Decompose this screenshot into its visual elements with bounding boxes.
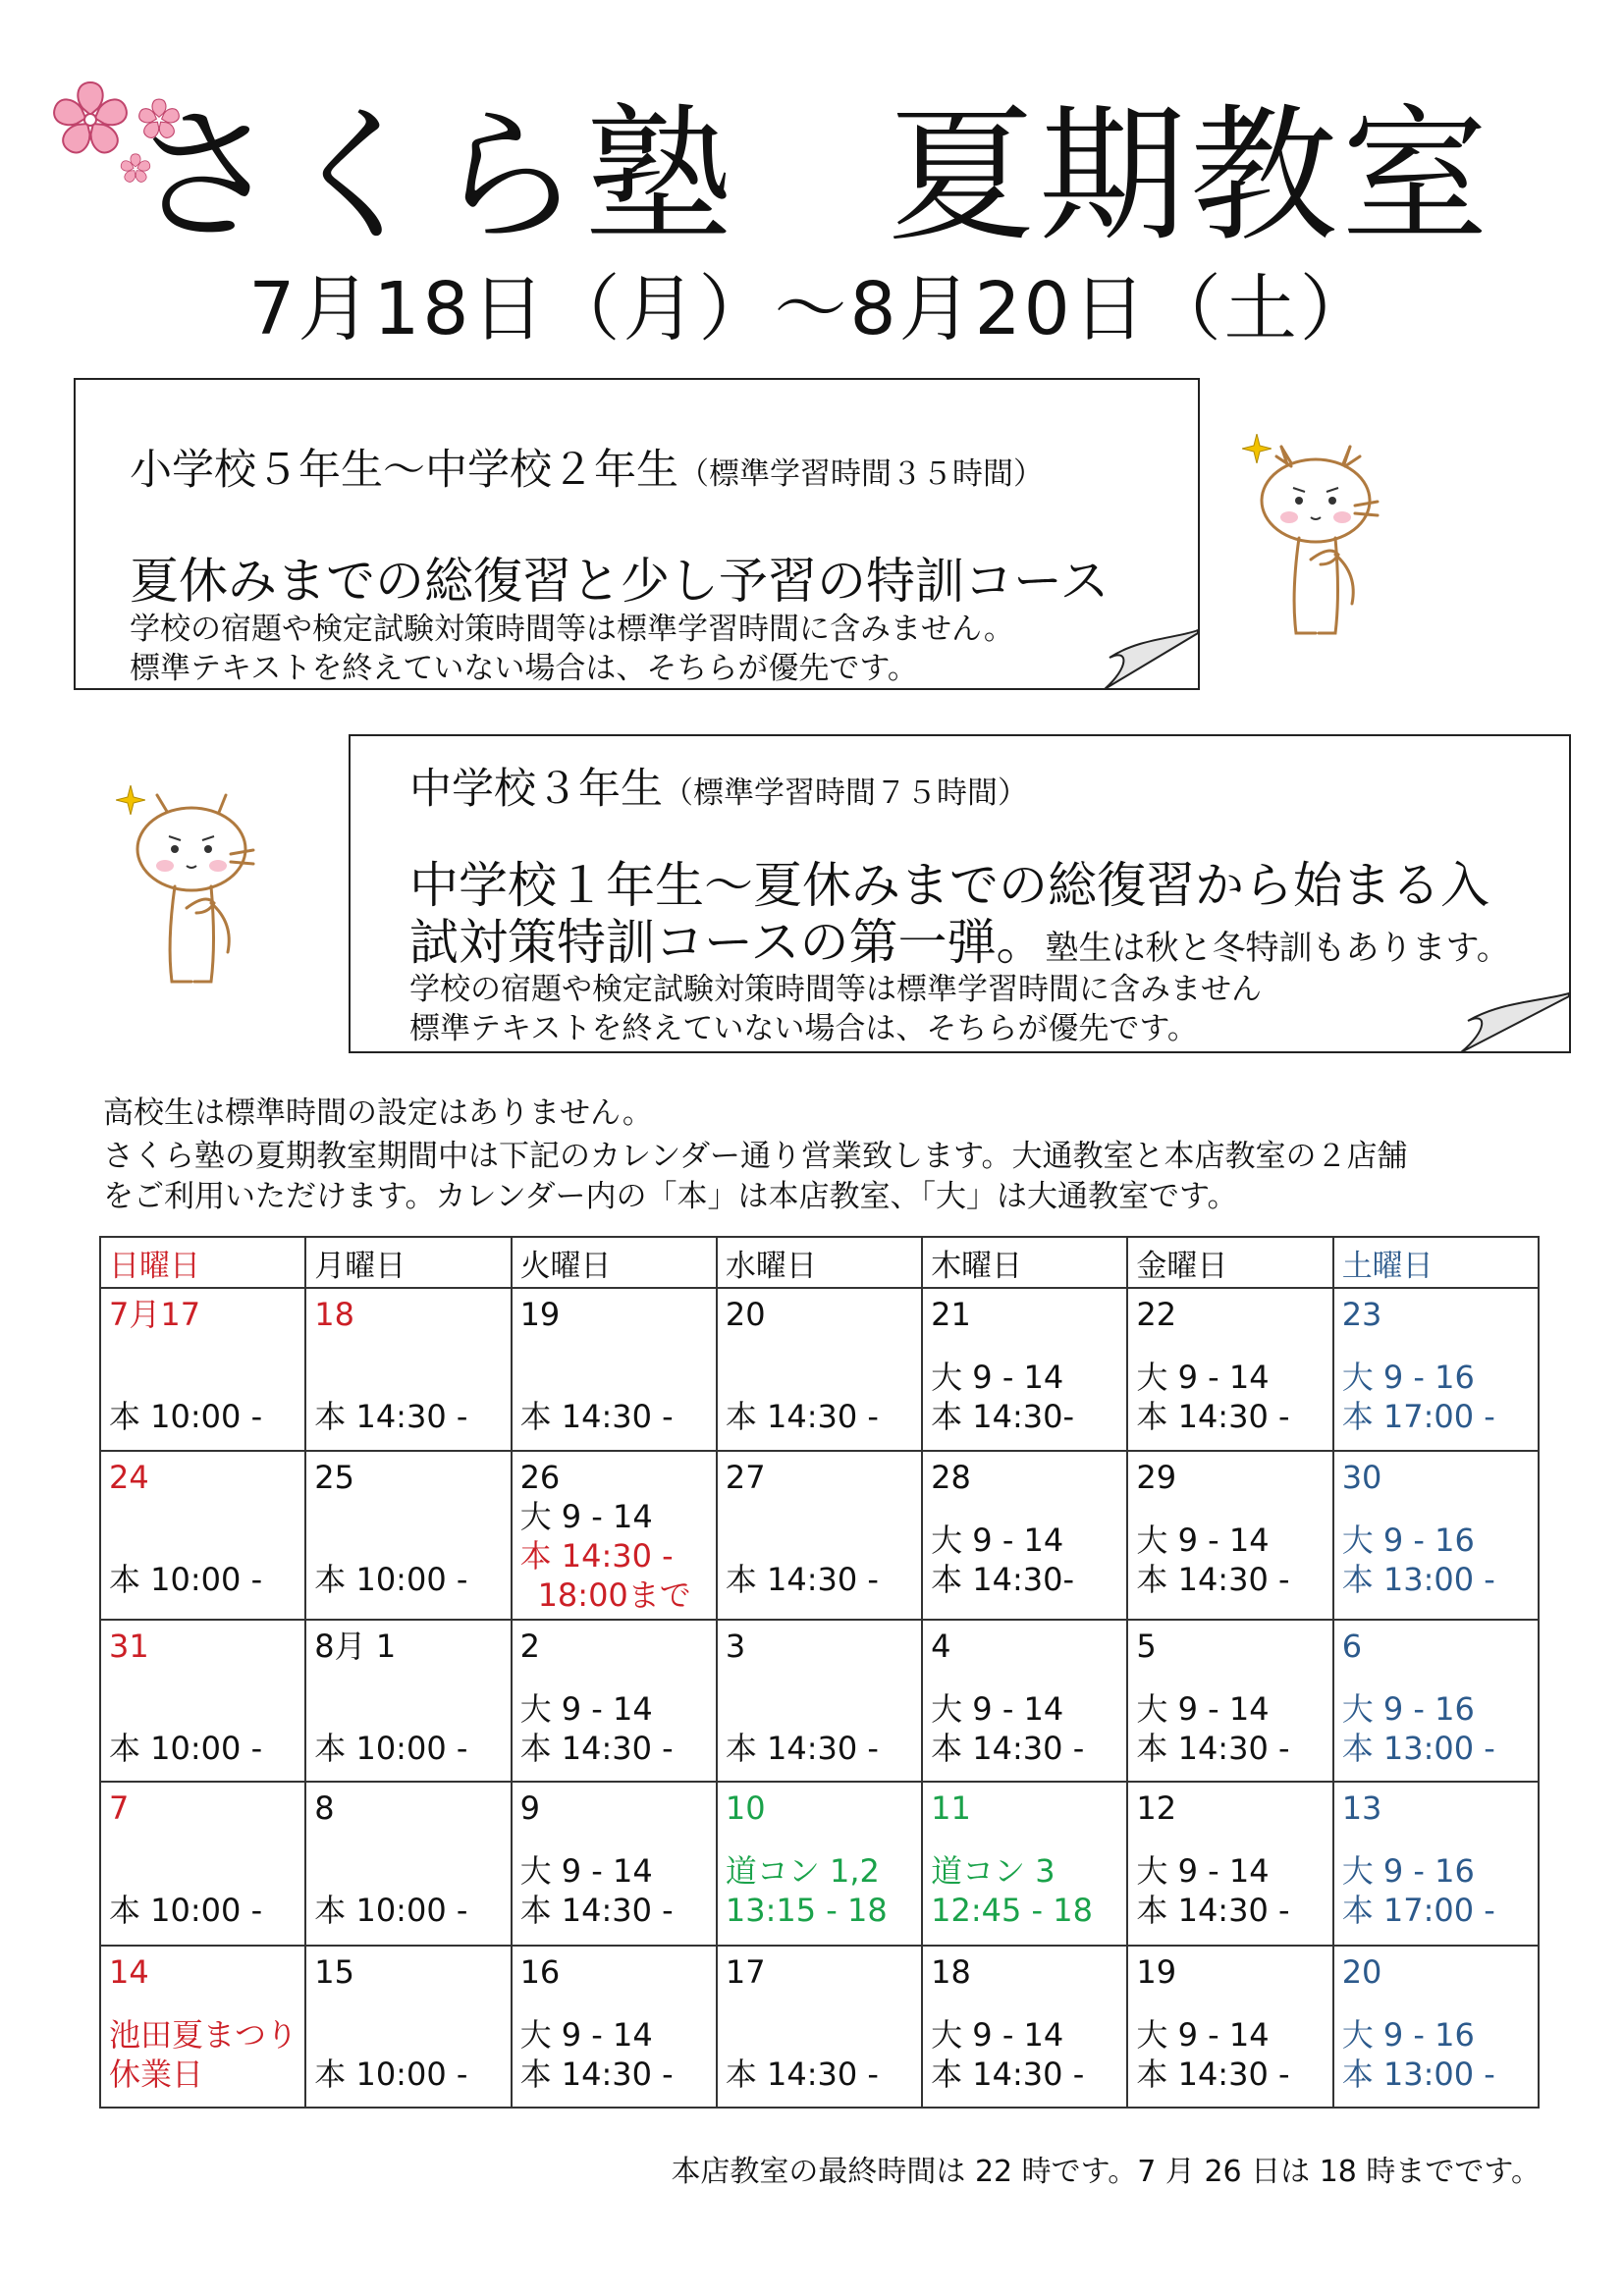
day-number: 3 <box>725 1628 746 1665</box>
calendar-day-cell <box>922 1946 1127 2108</box>
calendar-day-content <box>109 1289 297 1450</box>
calendar-week-row <box>100 1451 1539 1620</box>
footer-note: 本店教室の最終時間は 22 時です。7 月 26 日は 18 時までです。 <box>671 2155 1541 2189</box>
schedule-line-2: 本 10:00 - <box>109 1561 263 1598</box>
schedule-line-1: 大 9 - 14 <box>931 2016 1064 2054</box>
calendar-day-content <box>520 1289 708 1450</box>
schedule-line-2: 本 14:30 - <box>725 1561 879 1598</box>
schedule-odori: 大 9 - 14 <box>519 1498 653 1535</box>
day-number: 14 <box>109 1953 149 1991</box>
day-number: 20 <box>725 1296 766 1333</box>
schedule-line-2: 本 10:00 - <box>314 1892 468 1929</box>
calendar-day-content <box>931 1947 1118 2107</box>
calendar-day-cell <box>305 1946 511 2108</box>
calendar-day-content <box>1342 1621 1530 1781</box>
calendar-day-content <box>1136 1452 1324 1619</box>
header-tuesday: 火曜日 <box>512 1237 717 1288</box>
schedule-line-2: 本 14:30 - <box>725 2056 879 2093</box>
header-sunday: 日曜日 <box>100 1237 305 1288</box>
day-number: 27 <box>725 1459 766 1496</box>
info-line-1: 高校生は標準時間の設定はありません。 <box>103 1095 653 1131</box>
note1-heading-text: 小学校５年生～中学校２年生 <box>130 446 678 495</box>
day-number: 16 <box>519 1953 561 1991</box>
day-number: 5 <box>1136 1628 1157 1665</box>
schedule-line-1: 大 9 - 14 <box>519 1852 653 1890</box>
schedule-line-1: 大 9 - 16 <box>1341 2016 1475 2054</box>
calendar-day-content <box>1136 1621 1324 1781</box>
day-number: 19 <box>519 1296 561 1333</box>
schedule-line-2: 本 14:30 - <box>725 1398 879 1435</box>
schedule-line-1: 池田夏まつり <box>109 2016 298 2054</box>
calendar-day-cell <box>512 1946 717 2108</box>
calendar-day-cell <box>305 1451 511 1620</box>
period-dates: 7月18日（月）～8月20日（土） <box>248 267 1376 351</box>
calendar-day-content <box>931 1621 1118 1781</box>
schedule-line-2: 本 10:00 - <box>314 1730 468 1767</box>
calendar-day-cell <box>1127 1620 1332 1782</box>
note1-course: 夏休みまでの総復習と少し予習の特訓コース <box>130 553 1110 610</box>
page-curl-icon <box>1414 991 1571 1055</box>
calendar-day-cell <box>512 1451 717 1620</box>
page-curl-icon <box>1060 628 1203 692</box>
calendar-day-cell <box>1333 1782 1539 1946</box>
calendar-day-content <box>314 1783 502 1945</box>
calendar-day-content <box>1342 1947 1530 2107</box>
schedule-line-1: 大 9 - 14 <box>519 2016 653 2054</box>
schedule-line-1: 大 9 - 14 <box>931 1522 1064 1559</box>
day-number: 2 <box>519 1628 540 1665</box>
day-number: 10 <box>725 1789 766 1827</box>
schedule-line-2: 本 14:30 - <box>519 1398 674 1435</box>
schedule-line-2: 本 14:30 - <box>931 2056 1085 2093</box>
calendar-day-cell <box>305 1782 511 1946</box>
course-note-elementary <box>74 378 1200 690</box>
note1-line1: 学校の宿題や検定試験対策時間等は標準学習時間に含みません。 <box>130 612 1014 647</box>
schedule-line-2: 本 10:00 - <box>109 1730 263 1767</box>
day-number: 8 <box>314 1789 335 1827</box>
schedule-line-2: 本 14:30 - <box>519 1892 674 1929</box>
schedule-line-2: 本 13:00 - <box>1341 1730 1495 1767</box>
day-number: 12 <box>1136 1789 1177 1827</box>
note2-course2b-text: 塾生は秋と冬特訓もあります。 <box>1045 929 1510 968</box>
calendar-day-cell <box>100 1288 305 1451</box>
day-number: 15 <box>314 1953 354 1991</box>
calendar-day-content <box>520 1947 708 2107</box>
calendar-day-content <box>726 1947 913 2107</box>
calendar-table <box>99 1236 1540 2109</box>
calendar-day-cell <box>922 1288 1127 1451</box>
header-monday: 月曜日 <box>305 1237 511 1288</box>
course-note-junior-high-3 <box>349 734 1571 1053</box>
schedule-line-2: 本 14:30 - <box>1136 1892 1290 1929</box>
sparkle-icon <box>1242 434 1272 463</box>
note2-line1: 学校の宿題や検定試験対策時間等は標準学習時間に含みません <box>409 972 1262 1007</box>
calendar-day-cell <box>922 1620 1127 1782</box>
schedule-line-1: 道コン 3 <box>931 1852 1056 1890</box>
header-wednesday: 水曜日 <box>717 1237 922 1288</box>
schedule-honten-until: 18:00まで <box>537 1576 691 1614</box>
calendar-day-cell <box>100 1451 305 1620</box>
day-number: 9 <box>519 1789 540 1827</box>
schedule-line-2: 本 14:30 - <box>1136 1561 1290 1598</box>
info-line-2: さくら塾の夏期教室期間中は下記のカレンダー通り営業致します。大通教室と本店教室の２店舗 <box>103 1139 1408 1174</box>
day-number: 8月 1 <box>314 1628 397 1665</box>
day-number: 19 <box>1136 1953 1177 1991</box>
schedule-line-1: 大 9 - 14 <box>1136 1852 1270 1890</box>
schedule-line-1: 大 9 - 14 <box>1136 1690 1270 1728</box>
schedule-line-1: 大 9 - 14 <box>931 1690 1064 1728</box>
calendar-day-content <box>1136 1947 1324 2107</box>
calendar-day-cell <box>100 1782 305 1946</box>
calendar-day-content <box>726 1621 913 1781</box>
schedule-line-2: 休業日 <box>109 2056 204 2093</box>
day-number: 24 <box>109 1459 149 1496</box>
calendar-day-content <box>1342 1452 1530 1619</box>
note1-heading <box>130 437 1044 497</box>
header-friday: 金曜日 <box>1127 1237 1332 1288</box>
schedule-line-2: 本 13:00 - <box>1341 2056 1495 2093</box>
sparkle-icon <box>116 785 145 815</box>
note2-line2: 標準テキストを終えていない場合は、そちらが優先です。 <box>409 1011 1198 1046</box>
schedule-line-1: 大 9 - 16 <box>1341 1852 1475 1890</box>
day-number: 13 <box>1341 1789 1382 1827</box>
note2-course-line1: 中学校１年生～夏休みまでの総復習から始まる入 <box>409 857 1489 914</box>
schedule-line-2: 本 14:30 - <box>314 1398 468 1435</box>
calendar-day-content <box>1342 1289 1530 1450</box>
day-number: 17 <box>725 1953 766 1991</box>
day-number: 6 <box>1341 1628 1363 1665</box>
day-number: 18 <box>314 1296 354 1333</box>
calendar-day-content <box>726 1452 913 1619</box>
calendar-day-cell <box>512 1288 717 1451</box>
info-line-3: をご利用いただけます。カレンダー内の「本」は本店教室、「大」は大通教室です。 <box>103 1179 1238 1214</box>
schedule-line-1: 大 9 - 14 <box>931 1359 1064 1396</box>
schedule-line-2: 本 13:00 - <box>1341 1561 1495 1598</box>
calendar-day-content <box>1342 1783 1530 1945</box>
calendar-day-content <box>520 1452 708 1619</box>
schedule-line-2: 本 14:30- <box>931 1398 1075 1435</box>
calendar-day-content <box>314 1947 502 2107</box>
calendar-day-content <box>931 1289 1118 1450</box>
calendar-day-cell <box>100 1946 305 2108</box>
schedule-line-2: 本 14:30 - <box>1136 1398 1290 1435</box>
schedule-line-2: 12:45 - 18 <box>931 1892 1093 1929</box>
calendar-day-cell <box>922 1451 1127 1620</box>
schedule-line-1: 大 9 - 14 <box>1136 2016 1270 2054</box>
header-saturday: 土曜日 <box>1333 1237 1539 1288</box>
day-number: 30 <box>1341 1459 1382 1496</box>
schedule-line-2: 本 17:00 - <box>1341 1398 1495 1435</box>
calendar-day-cell <box>1127 1946 1332 2108</box>
calendar-day-cell <box>1127 1782 1332 1946</box>
day-number: 4 <box>931 1628 951 1665</box>
day-number: 20 <box>1341 1953 1382 1991</box>
calendar-day-cell <box>512 1782 717 1946</box>
calendar-week-row <box>100 1946 1539 2108</box>
calendar-day-cell <box>717 1620 922 1782</box>
calendar-day-cell <box>717 1451 922 1620</box>
schedule-line-2: 本 14:30 - <box>519 2056 674 2093</box>
calendar-day-content <box>1136 1783 1324 1945</box>
calendar-day-cell <box>305 1620 511 1782</box>
schedule-line-1: 大 9 - 16 <box>1341 1690 1475 1728</box>
calendar-day-content <box>109 1621 297 1781</box>
calendar-day-cell <box>1333 1451 1539 1620</box>
day-number: 25 <box>314 1459 354 1496</box>
calendar-day-cell <box>1127 1451 1332 1620</box>
day-number: 11 <box>931 1789 971 1827</box>
calendar-day-cell <box>305 1288 511 1451</box>
note2-heading-text: 中学校３年生 <box>409 765 663 814</box>
calendar-day-cell <box>717 1946 922 2108</box>
day-number: 26 <box>519 1459 561 1496</box>
calendar-day-cell <box>1333 1288 1539 1451</box>
day-number: 22 <box>1136 1296 1177 1333</box>
schedule-line-2: 本 14:30 - <box>519 1730 674 1767</box>
calendar-day-content <box>314 1289 502 1450</box>
calendar-day-cell <box>922 1782 1127 1946</box>
schedule-line-1: 大 9 - 14 <box>1136 1522 1270 1559</box>
day-number: 23 <box>1341 1296 1382 1333</box>
schedule-line-1: 道コン 1,2 <box>725 1852 880 1890</box>
note2-hours: （標準学習時間７５時間） <box>663 775 1028 811</box>
calendar-day-cell <box>1127 1288 1332 1451</box>
schedule-line-2: 本 14:30 - <box>931 1730 1085 1767</box>
schedule-line-2: 本 14:30 - <box>1136 2056 1290 2093</box>
schedule-line-2: 本 10:00 - <box>109 1892 263 1929</box>
header-thursday: 木曜日 <box>922 1237 1127 1288</box>
calendar-day-cell <box>100 1620 305 1782</box>
schedule-line-1: 大 9 - 14 <box>519 1690 653 1728</box>
day-number: 31 <box>109 1628 149 1665</box>
calendar-day-cell <box>1333 1946 1539 2108</box>
calendar-day-content <box>726 1783 913 1945</box>
note2-heading <box>409 756 1028 816</box>
schedule-line-2: 本 14:30 - <box>725 1730 879 1767</box>
day-number: 7月17 <box>109 1296 201 1333</box>
schedule-line-1: 大 9 - 16 <box>1341 1522 1475 1559</box>
schedule-line-2: 13:15 - 18 <box>725 1892 888 1929</box>
schedule-line-2: 本 14:30- <box>931 1561 1075 1598</box>
note2-course2-text: 試対策特訓コースの第一弾。 <box>409 914 1046 971</box>
note1-hours: （標準学習時間３５時間） <box>678 456 1044 492</box>
calendar-day-cell <box>512 1620 717 1782</box>
calendar-day-content <box>1136 1289 1324 1450</box>
schedule-line-2: 本 10:00 - <box>314 2056 468 2093</box>
day-number: 28 <box>931 1459 971 1496</box>
calendar-day-content <box>314 1452 502 1619</box>
calendar-day-content <box>931 1783 1118 1945</box>
page-title: さくら塾 夏期教室 <box>131 91 1492 262</box>
calendar-week-row <box>100 1620 1539 1782</box>
calendar-day-content <box>314 1621 502 1781</box>
calendar-day-content <box>520 1783 708 1945</box>
calendar-day-content <box>520 1621 708 1781</box>
calendar-day-content <box>931 1452 1118 1619</box>
schedule-line-1: 大 9 - 16 <box>1341 1359 1475 1396</box>
calendar-day-content <box>109 1452 297 1619</box>
calendar-header-row <box>100 1237 1539 1288</box>
day-number: 18 <box>931 1953 971 1991</box>
calendar-day-content <box>726 1289 913 1450</box>
calendar-week-row <box>100 1288 1539 1451</box>
calendar-day-cell <box>717 1288 922 1451</box>
schedule-line-2: 本 14:30 - <box>1136 1730 1290 1767</box>
calendar-day-content <box>109 1947 297 2107</box>
note1-line2: 標準テキストを終えていない場合は、そちらが優先です。 <box>130 651 918 686</box>
calendar-week-row <box>100 1782 1539 1946</box>
schedule-honten: 本 14:30 - <box>519 1537 674 1575</box>
schedule-line-2: 本 10:00 - <box>109 1398 263 1435</box>
calendar-day-content <box>109 1783 297 1945</box>
schedule-line-2: 本 10:00 - <box>314 1561 468 1598</box>
calendar-day-cell <box>1333 1620 1539 1782</box>
schedule-line-1: 大 9 - 14 <box>1136 1359 1270 1396</box>
schedule-line-2: 本 17:00 - <box>1341 1892 1495 1929</box>
day-number: 7 <box>109 1789 130 1827</box>
day-number: 21 <box>931 1296 971 1333</box>
calendar-day-cell <box>717 1782 922 1946</box>
day-number: 29 <box>1136 1459 1177 1496</box>
